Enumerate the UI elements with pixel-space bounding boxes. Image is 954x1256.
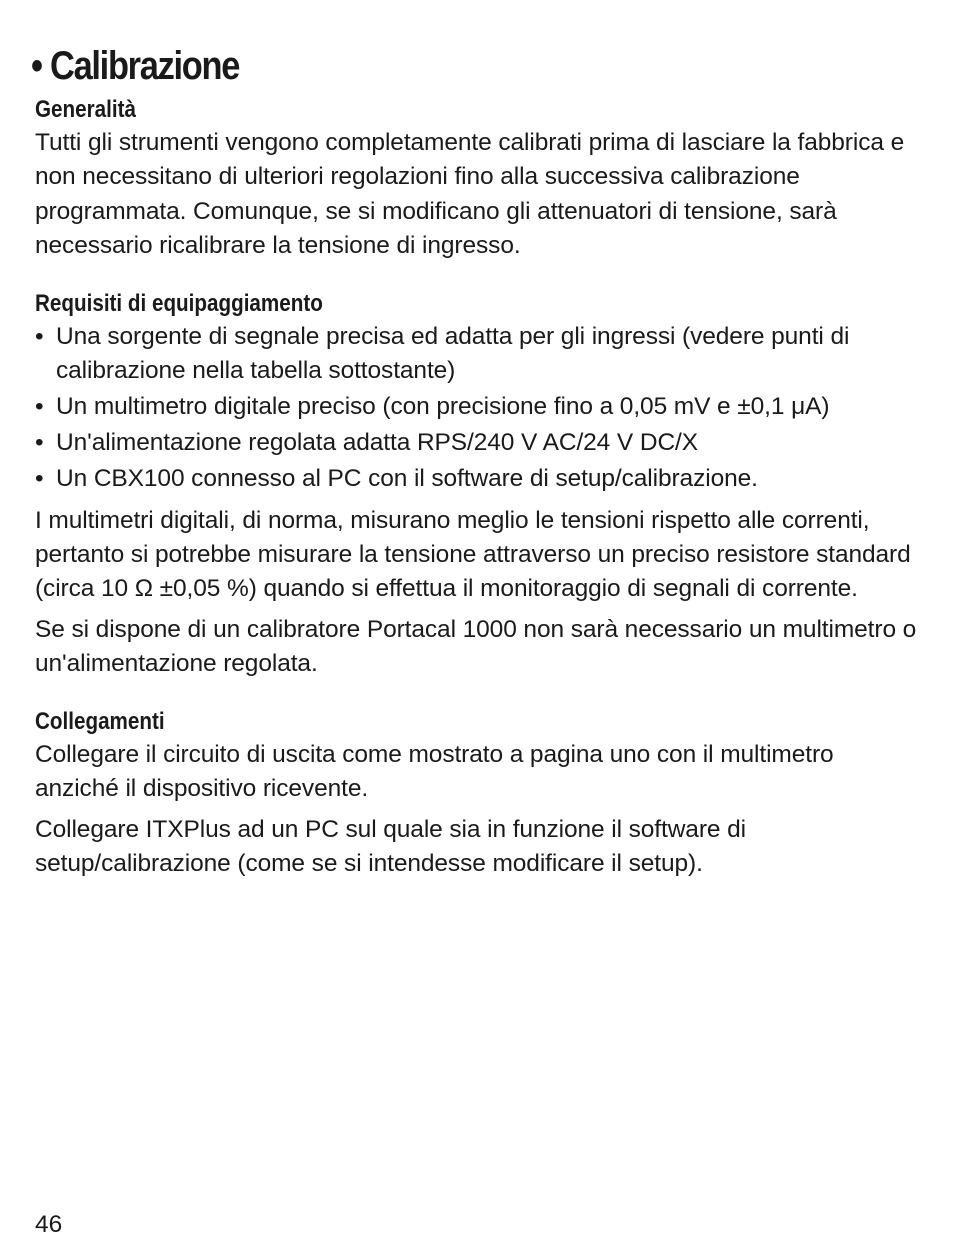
portacal-note-paragraph: Se si dispone di un calibratore Portacal 1000 non sarà necessario un multimetro o un'alimentazione regolata.	[35, 615, 917, 678]
multimeter-note-paragraph: I multimetri digitali, di norma, misurano meglio le tensioni rispetto alle correnti, pertanto si potrebbe misurare la tensione attraverso un preciso resistore standard (circa 10 Ω ±0,05 %) quando si effettua il monitoraggio di segnali di corrente.	[35, 506, 911, 603]
collegamenti-paragraph-1: Collegare il circuito di uscita come mostrato a pagina uno con il multimetro anziché il dispositivo ricevente.	[35, 740, 834, 803]
page-number: 46	[35, 1211, 63, 1238]
generalita-paragraph: Tutti gli strumenti vengono completamente calibrati prima di lasciare la fabbrica e non necessitano di ulteriori regolazioni fino alla successiva calibrazione programmata. Comunque, se si modificano gli attenuatori di tensione, sarà necessario ricalibrare la tensione di ingresso.	[35, 129, 905, 260]
page-content	[31, 40, 920, 881]
requirements-list	[35, 320, 920, 497]
section-heading-generalita: Generalità	[35, 96, 136, 123]
collegamenti-paragraph-2: Collegare ITXPlus ad un PC sul quale sia in funzione il software di setup/calibrazione (come se si intendesse modificare il setup).	[35, 815, 746, 877]
requirement-text: Un'alimentazione regolata adatta RPS/240 V AC/24 V DC/X	[56, 428, 698, 456]
section-heading-collegamenti: Collegamenti	[35, 707, 165, 735]
bullet-marker: •	[35, 322, 44, 350]
requirement-text: Un CBX100 connesso al PC con il software di setup/calibrazione.	[56, 464, 758, 492]
bullet-marker: •	[35, 428, 44, 456]
requirement-text: Un multimetro digitale preciso (con precisione fino a 0,05 mV e ±0,1 μA)	[56, 392, 830, 420]
list-item	[35, 462, 920, 496]
page-title: • Calibrazione	[31, 44, 240, 88]
list-item	[35, 320, 920, 389]
list-item	[35, 390, 920, 424]
requirement-text: Una sorgente di segnale precisa ed adatta per gli ingressi (vedere punti di calibrazione nella tabella sottostante)	[56, 322, 850, 385]
bullet-marker: •	[35, 464, 44, 492]
bullet-marker: •	[35, 392, 44, 420]
section-heading-requisiti: Requisiti di equipaggiamento	[35, 289, 323, 317]
list-item	[35, 426, 920, 460]
